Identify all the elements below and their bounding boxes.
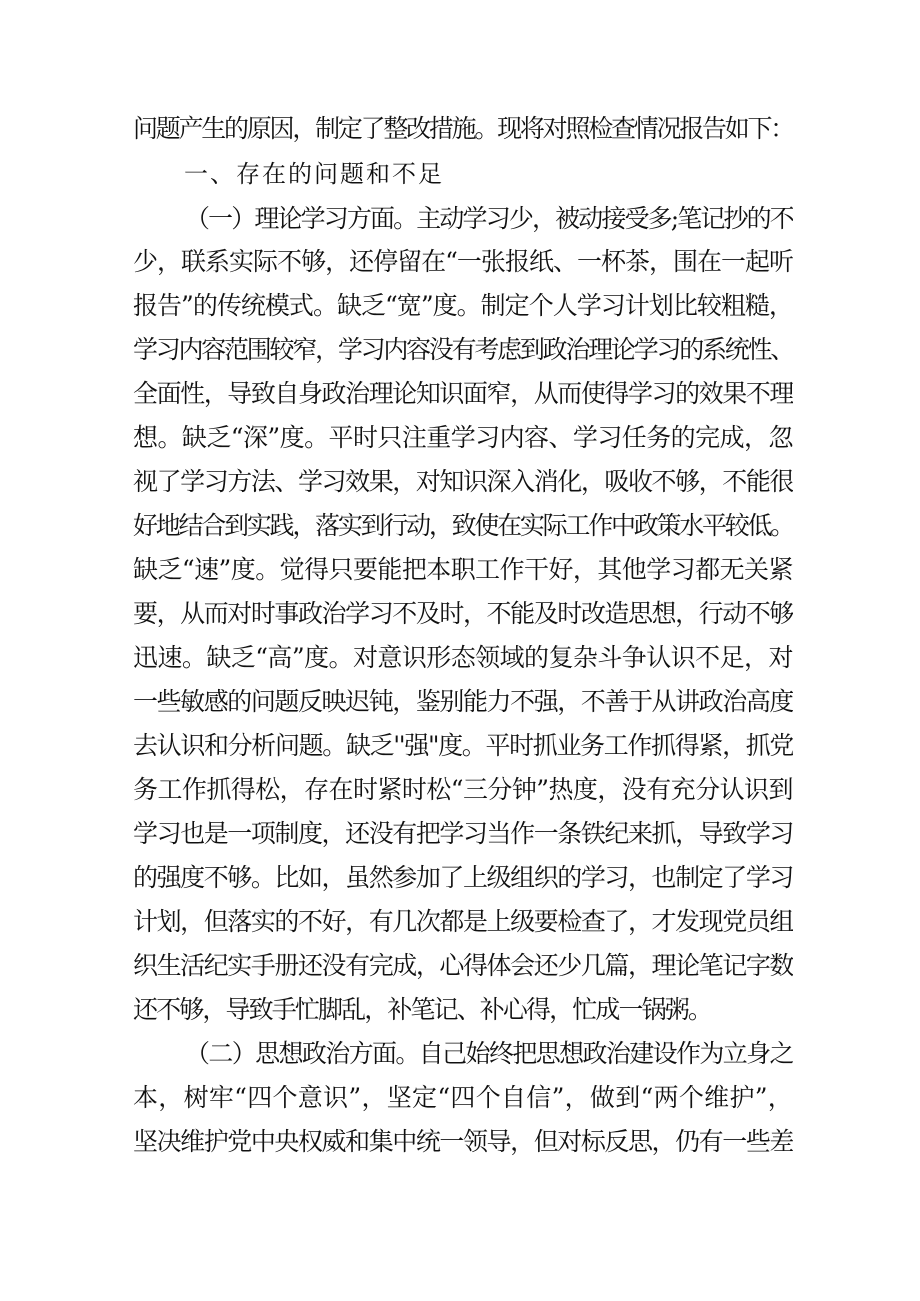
text-line: 一些敏感的问题反映迟钝，鉴别能力不强，不善于从讲政治高度 <box>133 687 793 716</box>
text-line: 好地结合到实践，落实到行动，致使在实际工作中政策水平较低。 <box>133 511 793 540</box>
text-line: 去认识和分析问题。缺乏''强"度。平时抓业务工作抓得紧，抓党 <box>133 731 793 760</box>
text-line: 视了学习方法、学习效果，对知识深入消化，吸收不够，不能很 <box>133 467 793 496</box>
text-line: 的强度不够。比如，虽然参加了上级组织的学习，也制定了学习 <box>133 863 793 892</box>
text-line: （一）理论学习方面。主动学习少，被动接受多;笔记抄的不 <box>185 204 793 233</box>
text-line: 务工作抓得松，存在时紧时松“三分钟”热度，没有充分认识到 <box>133 775 793 804</box>
text-line: 全面性，导致自身政治理论知识面窄，从而使得学习的效果不理 <box>133 379 793 408</box>
text-line: 问题产生的原因，制定了整改措施。现将对照检查情况报告如下： <box>133 114 793 143</box>
text-line: 本，树牢“四个意识”，坚定“四个自信”，做到“两个维护”， <box>133 1083 793 1112</box>
text-line: 学习也是一项制度，还没有把学习当作一条铁纪来抓，导致学习 <box>133 819 793 848</box>
text-line: 计划，但落实的不好，有几次都是上级要检查了，才发现党员组 <box>133 907 793 936</box>
text-line: 想。缺乏“深”度。平时只注重学习内容、学习任务的完成，忽 <box>133 423 793 452</box>
text-line: 报告”的传统模式。缺乏“宽”度。制定个人学习计划比较粗糙， <box>133 291 793 320</box>
text-line: 还不够，导致手忙脚乱，补笔记、补心得，忙成一锅粥。 <box>133 995 711 1024</box>
text-line: 迅速。缺乏“高”度。对意识形态领域的复杂斗争认识不足，对 <box>133 643 793 672</box>
text-line: 缺乏“速”度。觉得只要能把本职工作干好，其他学习都无关紧 <box>133 555 793 584</box>
text-line: 织生活纪实手册还没有完成，心得体会还少几篇，理论笔记字数 <box>133 951 793 980</box>
text-line: （二）思想政治方面。自己始终把思想政治建设作为立身之 <box>185 1039 793 1068</box>
text-line: 要，从而对时事政治学习不及时，不能及时改造思想，行动不够 <box>133 599 793 628</box>
text-line: 少，联系实际不够，还停留在“一张报纸、一杯茶，围在一起听 <box>133 247 793 276</box>
section-heading: 一、存在的问题和不足 <box>184 160 444 188</box>
text-line: 坚决维护党中央权威和集中统一领导，但对标反思，仍有一些差 <box>133 1127 793 1156</box>
text-line: 学习内容范围较窄，学习内容没有考虑到政治理论学习的系统性、 <box>133 335 793 364</box>
